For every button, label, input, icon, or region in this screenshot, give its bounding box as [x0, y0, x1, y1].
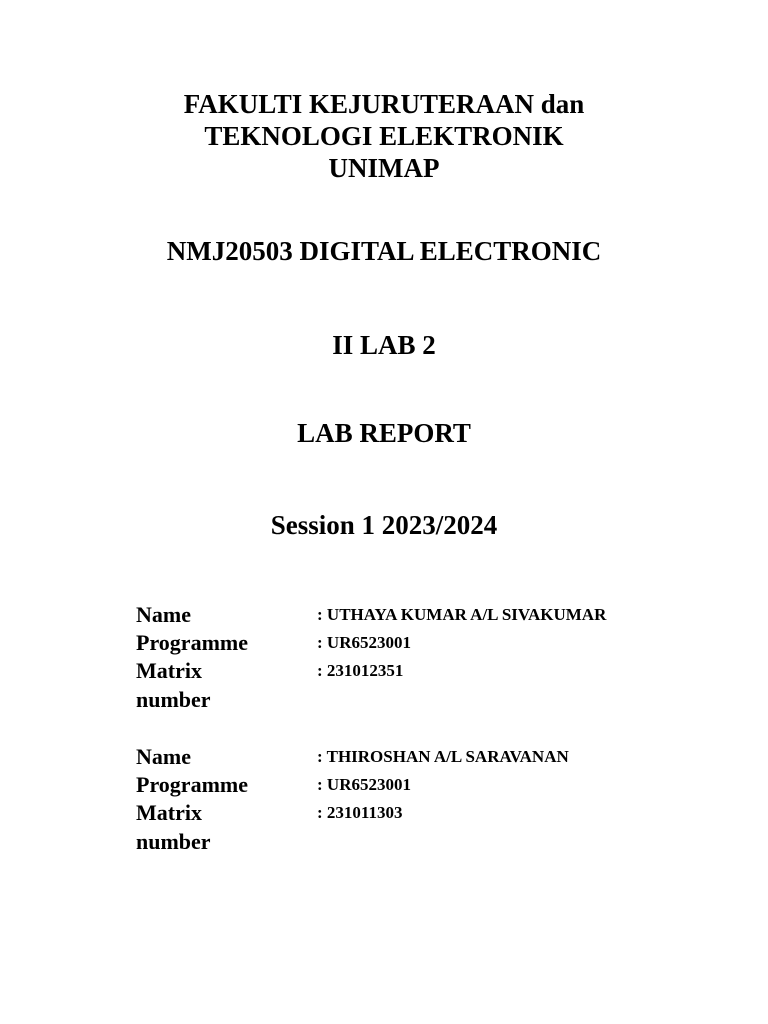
matrix-label-line-1: Matrix: [136, 800, 202, 825]
lab-title: II LAB 2: [332, 330, 436, 360]
matrix-label-line-1: Matrix: [136, 658, 202, 683]
matrix-label: [136, 656, 286, 714]
report-title: LAB REPORT: [297, 418, 471, 448]
faculty-heading: [0, 88, 768, 184]
student-programme-row: [136, 770, 736, 798]
name-value: : THIROSHAN A/L SARAVANAN: [317, 747, 569, 766]
student-matrix-row: [136, 798, 736, 856]
course-title: NMJ20503 DIGITAL ELECTRONIC: [166, 236, 602, 266]
name-value: : UTHAYA KUMAR A/L SIVAKUMAR: [317, 605, 607, 624]
programme-label: Programme: [136, 630, 248, 655]
programme-value: : UR6523001: [317, 775, 411, 794]
programme-value: : UR6523001: [317, 633, 411, 652]
student-matrix-row: [136, 656, 736, 714]
matrix-value: : 231011303: [317, 803, 403, 822]
student-info-2: [136, 742, 736, 856]
matrix-value: : 231012351: [317, 661, 404, 680]
faculty-line-2: TEKNOLOGI ELEKTRONIK: [204, 121, 564, 151]
student-programme-row: [136, 628, 736, 656]
programme-label: Programme: [136, 772, 248, 797]
name-label: Name: [136, 602, 191, 627]
matrix-label: [136, 798, 286, 856]
student-name-row: [136, 742, 736, 770]
matrix-label-line-2: number: [136, 829, 211, 854]
name-label: Name: [136, 744, 191, 769]
matrix-label-line-2: number: [136, 687, 211, 712]
faculty-line-3: UNIMAP: [328, 153, 440, 183]
faculty-line-1: FAKULTI KEJURUTERAAN dan: [183, 89, 585, 119]
session-title: Session 1 2023/2024: [270, 510, 498, 540]
student-info-1: [136, 600, 736, 714]
student-name-row: [136, 600, 736, 628]
